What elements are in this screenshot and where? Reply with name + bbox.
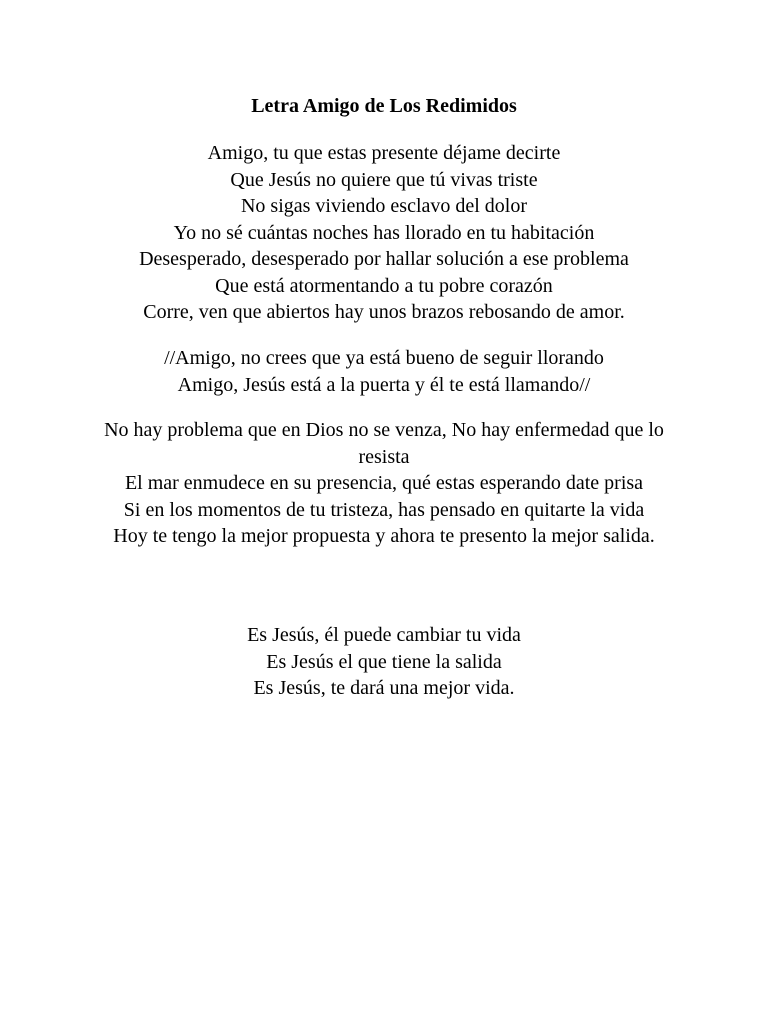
lyric-line: Si en los momentos de tu tristeza, has pensado en quitarte la vida bbox=[123, 498, 645, 521]
lyric-line: Amigo, tu que estas presente déjame decirte bbox=[207, 142, 561, 164]
lyric-line: Es Jesús, te dará una mejor vida. bbox=[253, 677, 515, 699]
lyric-line: Desesperado, desesperado por hallar solución a ese problema bbox=[139, 248, 629, 270]
lyric-line: Es Jesús el que tiene la salida bbox=[266, 650, 502, 673]
lyric-line: Que está atormentando a tu pobre corazón bbox=[215, 274, 553, 297]
lyric-line: Corre, ven que abiertos hay unos brazos rebosando de amor. bbox=[143, 301, 625, 323]
stanza-1 bbox=[84, 140, 684, 326]
lyric-line: Hoy te tengo la mejor propuesta y ahora te presento la mejor salida. bbox=[113, 525, 655, 547]
stanza-2 bbox=[84, 345, 684, 398]
lyric-line: Es Jesús, él puede cambiar tu vida bbox=[247, 624, 521, 646]
stanza-3 bbox=[84, 417, 684, 550]
lyric-line: Yo no sé cuántas noches has llorado en tu habitación bbox=[173, 221, 595, 244]
stanza-4 bbox=[84, 622, 684, 702]
lyric-line: El mar enmudece en su presencia, qué estas esperando date prisa bbox=[124, 472, 644, 494]
document-title: Letra Amigo de Los Redimidos bbox=[251, 95, 517, 117]
lyric-line: Que Jesús no quiere que tú vivas triste bbox=[230, 168, 538, 191]
lyric-line: //Amigo, no crees que ya está bueno de seguir llorando bbox=[164, 347, 604, 369]
lyric-line: Amigo, Jesús está a la puerta y él te está llamando// bbox=[177, 373, 591, 396]
lyric-line: No hay problema que en Dios no se venza, No hay enfermedad que lo resista bbox=[104, 419, 664, 468]
lyric-line: No sigas viviendo esclavo del dolor bbox=[240, 195, 528, 217]
